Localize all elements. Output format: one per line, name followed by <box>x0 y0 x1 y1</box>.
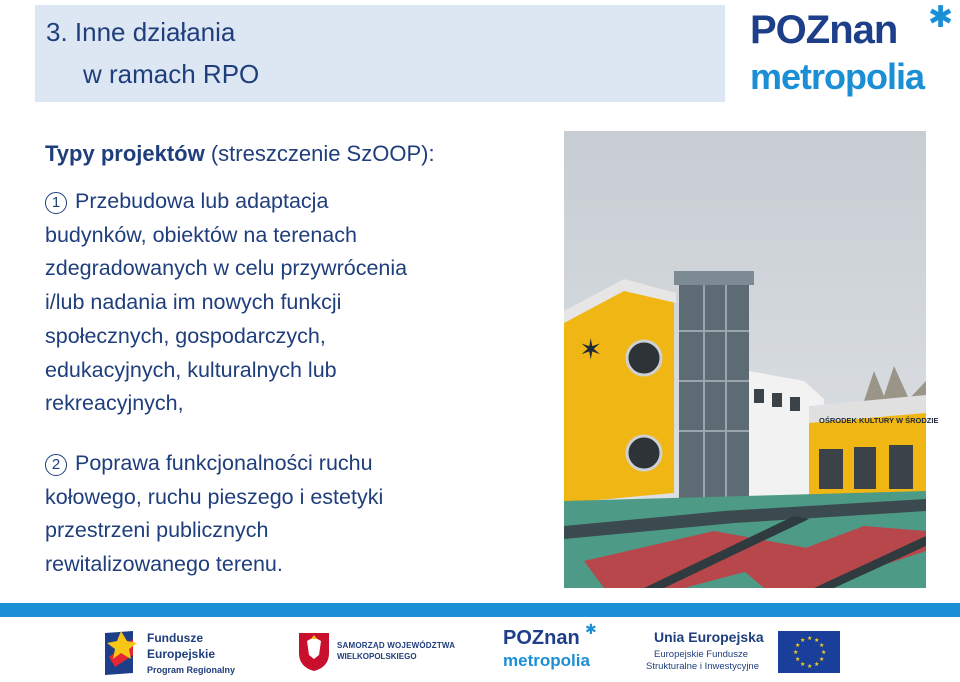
samorzad-line1: SAMORZĄD WOJEWÓDZTWA <box>337 641 456 650</box>
svg-text:★: ★ <box>800 661 806 668</box>
item2-line: Poprawa funkcjonalności ruchu <box>75 451 373 475</box>
svg-text:★: ★ <box>795 642 801 649</box>
footer-metropolia-text: metropolia <box>503 651 590 670</box>
ue-line2: Europejskie Fundusze <box>654 649 748 660</box>
project-type-2 <box>45 447 545 582</box>
item2-line: rewitalizowanego terenu. <box>45 552 283 577</box>
page-title-line1: 3. Inne działania <box>46 17 236 47</box>
section-subtitle <box>45 141 435 167</box>
footer-star-icon: ✱ <box>585 621 597 637</box>
svg-text:★: ★ <box>800 637 806 644</box>
svg-text:★: ★ <box>821 649 827 656</box>
item1-line: Przebudowa lub adaptacja <box>75 189 329 213</box>
coat-of-arms-icon <box>297 631 331 671</box>
svg-text:★: ★ <box>795 656 801 663</box>
subtitle-rest: (streszczenie SzOOP): <box>204 141 435 166</box>
samorzad-logo <box>297 631 457 675</box>
logo-poznan-text: POZnan <box>750 8 898 52</box>
ue-line3: Strukturalne i Inwestycyjne <box>646 661 759 672</box>
footer-poznan-logo <box>503 621 603 677</box>
svg-text:★: ★ <box>814 637 820 644</box>
project-type-1 <box>45 185 545 421</box>
item1-line: społecznych, gospodarczych, <box>45 323 326 348</box>
subtitle-bold: Typy projektów <box>45 141 205 166</box>
fe-line1: Fundusze <box>147 631 203 645</box>
logo-star-icon: ✱ <box>928 1 954 34</box>
svg-text:★: ★ <box>819 642 825 649</box>
item2-line: przestrzeni publicznych <box>45 518 269 543</box>
footer-poznan-text: POZnan <box>503 627 580 649</box>
building-sign-text: OŚRODEK KULTURY W ŚRODZIE <box>819 416 939 425</box>
number-badge-1: 1 <box>45 192 67 214</box>
number-badge-2: 2 <box>45 454 67 476</box>
item1-line: rekreacyjnych, <box>45 391 184 416</box>
svg-text:★: ★ <box>793 649 799 656</box>
footer-divider <box>0 603 960 617</box>
fe-line3: Program Regionalny <box>147 665 236 675</box>
item1-line: edukacyjnych, kulturalnych lub <box>45 357 337 382</box>
svg-text:★: ★ <box>807 635 813 642</box>
building-photo <box>564 131 939 588</box>
item1-line: budynków, obiektów na terenach <box>45 222 357 247</box>
fe-line2: Europejskie <box>147 647 216 661</box>
item2-line: kołowego, ruchu pieszego i estetyki <box>45 484 384 509</box>
unia-europejska-logo <box>646 629 856 675</box>
svg-text:★: ★ <box>819 656 825 663</box>
svg-text:✶: ✶ <box>579 335 603 366</box>
item1-line: zdegradowanych w celu przywrócenia <box>45 256 408 281</box>
ue-line1: Unia Europejska <box>654 629 764 645</box>
logo-metropolia-text: metropolia <box>750 56 925 97</box>
svg-text:★: ★ <box>814 661 820 668</box>
poznan-metropolia-logo <box>750 1 954 98</box>
svg-text:★: ★ <box>807 663 813 670</box>
fe-star-icon <box>103 627 139 677</box>
eu-flag-icon <box>778 631 840 673</box>
fundusze-europejskie-logo <box>103 627 253 677</box>
item1-line: i/lub nadania im nowych funkcji <box>45 290 342 315</box>
samorzad-line2: WIELKOPOLSKIEGO <box>337 652 417 661</box>
footer-logos <box>0 617 960 682</box>
page-title-line2: w ramach RPO <box>83 59 260 89</box>
